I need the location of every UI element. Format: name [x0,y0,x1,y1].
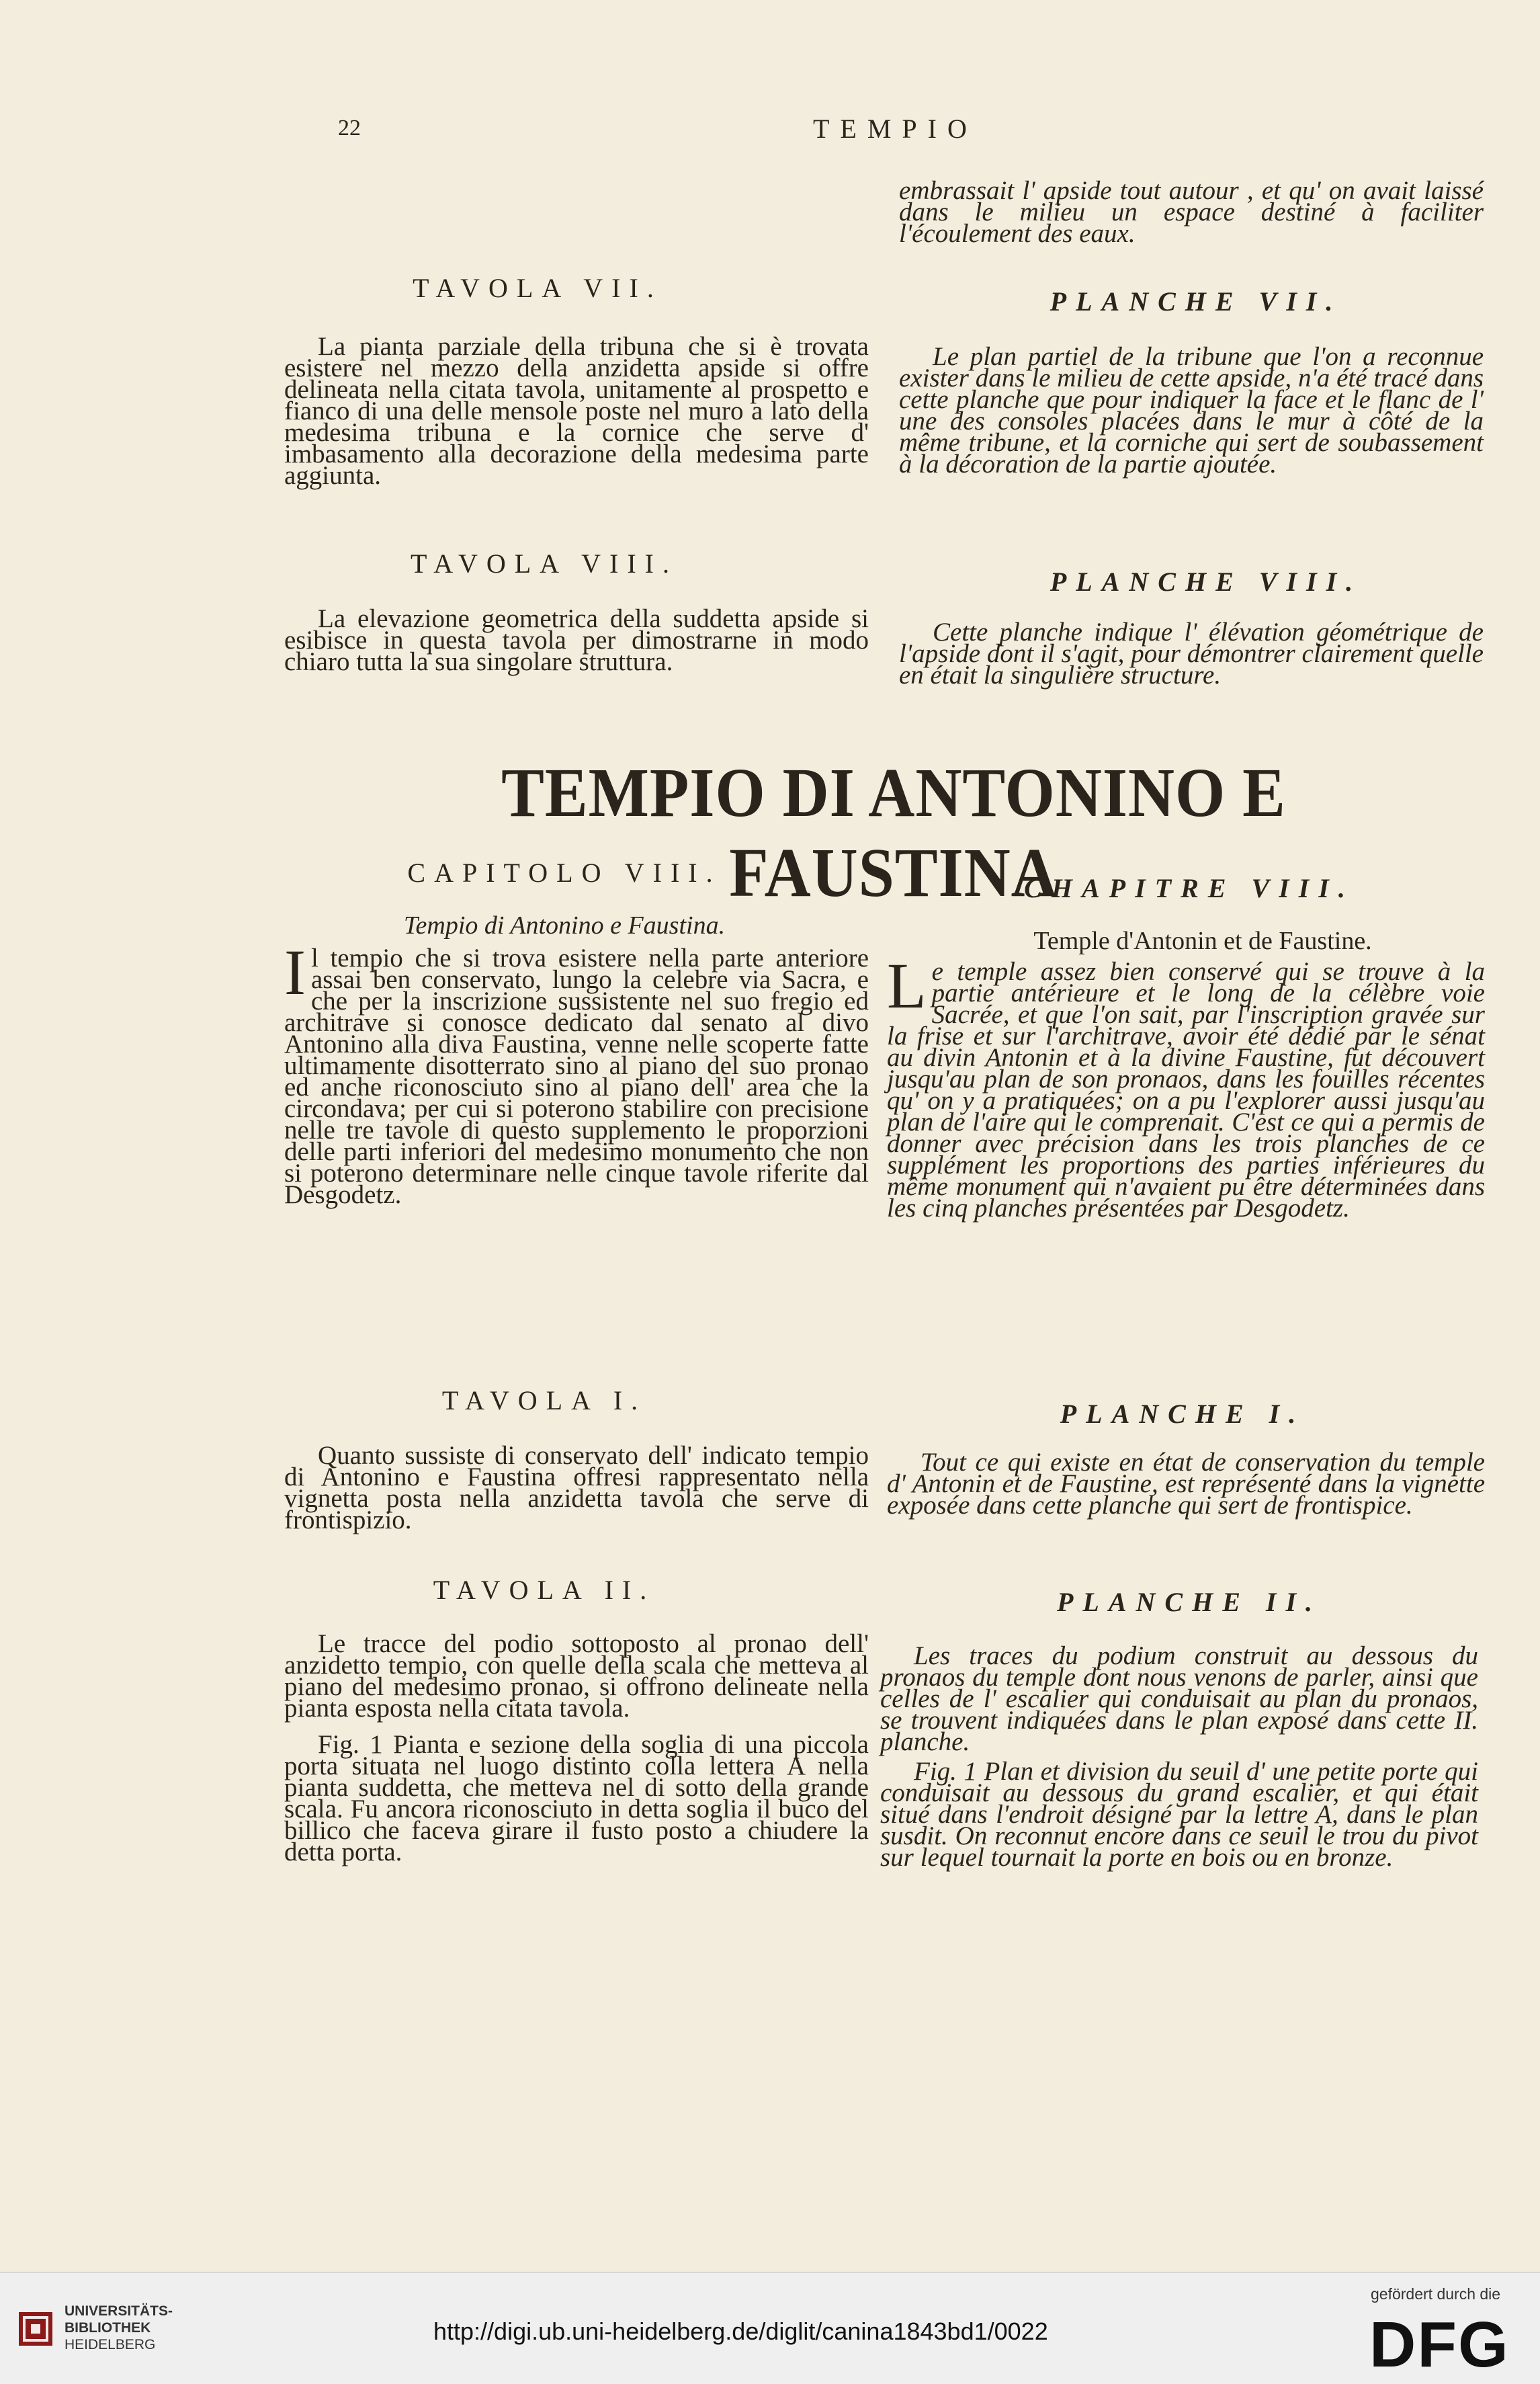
paragraph-text: l tempio che si trova esistere nella parte anteriore assai ben conservato, lungo la celebre via Sacra, e che per la inscrizione sussistente nel suo fregio ed architrave si conosce dedicato dal senato al divo Antonino alla diva Faustina, venne nelle scoperte fatte ultimamente disotterrato sino al piano del suo pronao ed anche riconosciuto sino al piano dell' area che la circondava; per cui si poterono stabilire con precisione nelle tre tavole di questo supplemento le proporzioni delle parti inferiori del medesimo monumento che non si poterono determinare nelle cinque tavole riferite dal Desgodetz. [284,944,869,1209]
heading-planche-i: PLANCHE I. [1060,1399,1306,1429]
paragraph: embrassait l' apside tout autour , et qu' on avait laissé dans le milieu un espace destiné à faciliter l'écoulement des eaux. [899,176,1484,248]
dfg-logo[interactable]: DFG [1369,2309,1510,2381]
drop-cap: I [284,936,306,1008]
heading-chapitre-viii: CHAPITRE VIII. [1024,873,1355,903]
italian-col-tav8 [284,604,869,676]
paragraph: La pianta parziale della tribuna che si è trovata esistere nel mezzo della anzidetta apside si offre delineata nella citata tavola, unitamente al prospetto e fianco di una delle mensole poste nel muro a lato della medesima tribuna e la cornice che serve d' imbasamento alla decorazione della medesima parte aggiunta. [284,332,869,490]
french-col-pl8 [899,618,1484,690]
page-number: 22 [338,116,361,140]
italian-col-tav1 [284,1441,869,1534]
library-name-line: UNIVERSITÄTS- [65,2303,173,2319]
heading-tavola-vii: TAVOLA VII. [413,273,662,303]
paragraph: Quanto sussiste di conservato dell' indicato tempio di Antonino e Faustina offresi rappresentato nella vignetta posta nella anzidetta tavola che serve di frontispizio. [284,1441,869,1534]
paragraph: Cette planche indique l' élévation géométrique de l'apside dont il s'agit, pour démontrer clairement quelle en était la singulière structure. [899,618,1484,690]
drop-cap: L [887,950,927,1022]
paragraph: Le tracce del podio sottoposto al pronao dell' anzidetto tempio, con quelle della scala che metteva al piano del medesimo pronao, si offrono delineate nella pianta esposta nella citata tavola. [284,1629,869,1723]
heading-planche-viii: PLANCHE VIII. [1050,567,1363,597]
university-seal-icon [17,2311,54,2347]
running-head: TEMPIO [813,114,978,144]
library-name-line: BIBLIOTHEK [65,2320,151,2336]
subtitle-italian: Tempio di Antonino e Faustina. [403,911,726,940]
heading-tavola-ii: TAVOLA II. [433,1575,656,1605]
italian-col-tav2 [284,1629,869,1866]
paragraph: Tout ce qui existe en état de conservation du temple d' Antonin et de Faustine, est représenté dans la vignette exposée dans cette planche qui sert de frontispice. [887,1448,1485,1520]
heading-tavola-i: TAVOLA I. [441,1385,647,1415]
paragraph: Les traces du podium construit au dessous du pronaos du temple dont nous venons de parler, ainsi que celles de l' escalier qui conduisait au plan du pronaos, se trouvent indiquées dans le plan exposé dans cette II. planche. [880,1641,1478,1756]
french-col-pl2 [880,1641,1478,1872]
library-logo-text[interactable] [65,2303,173,2353]
heading-capitolo-viii: CAPITOLO VIII. [407,858,722,888]
heading-planche-ii: PLANCHE II. [1056,1587,1322,1617]
permalink-url[interactable]: http://digi.ub.uni-heidelberg.de/diglit/canina1843bd1/0022 [433,2317,1048,2345]
paragraph-text: e temple assez bien conservé qui se trouve à la partie antérieure et le long de la célèbre voie Sacrée, et que l'on sait, par l'inscription gravée sur la frise et sur l'architrave, avoir été dédié par le sénat au divin Antonin et à la divine Faustine, fut découvert jusqu'au plan de son pronaos, dans les fouilles récentes qu' on y a pratiquées; on a pu l'explorer aussi jusqu'au plan de l'aire qui le comprenait. C'est ce qui a permis de donner avec précision dans les trois planches de ce supplément les proportions des parties inférieures du même monument qui n'avaient pu être déterminées dans les cinq planches présentées par Desgodetz. [887,957,1485,1223]
subtitle-french: Temple d'Antonin et de Faustine. [1033,927,1372,955]
funded-by-text: gefördert durch die [1371,2285,1501,2303]
viewer-footer [0,2272,1540,2384]
paragraph: Le plan partiel de la tribune que l'on a reconnue exister dans le milieu de cette apside, n'a été tracé dans cette planche que pour indiquer la face et le flanc de l' une des consoles placées dans le mur à côté de la même tribune, et la corniche qui sert de soubassement à la décoration de la partie ajoutée. [899,342,1484,479]
italian-col-cap8 [284,936,869,1209]
paragraph: Fig. 1 Pianta e sezione della soglia di una piccola porta situata nel luogo distinto colla lettera A nella pianta suddetta, che metteva nel di sotto della grande scala. Fu ancora riconosciuto in detta soglia il buco del billico che faceva girare il fusto posto a chiudere la detta porta. [284,1730,869,1866]
heading-planche-vii: PLANCHE VII. [1050,286,1342,317]
french-col-chap8 [887,950,1485,1223]
french-col-pl1 [887,1448,1485,1520]
french-continuation [899,176,1484,248]
paragraph: La elevazione geometrica della suddetta apside si esibisce in questa tavola per dimostrarne in modo chiaro tutta la sua singolare struttura. [284,604,869,676]
heading-tavola-viii: TAVOLA VIII. [411,548,678,579]
paragraph: Fig. 1 Plan et division du seuil d' une petite porte qui conduisait au dessous du grand escalier, et qui était situé dans l'endroit désigné par la lettre A, dans le plan susdit. On reconnut encore dans ce seuil le trou du pivot sur lequel tournait la porte en bois ou en bronze. [880,1757,1478,1872]
library-name-line: HEIDELBERG [65,2337,156,2352]
french-col-pl7 [899,342,1484,479]
italian-col-tav7 [284,332,869,490]
section-title: TEMPIO DI ANTONINO E FAUSTINA [501,754,1286,911]
